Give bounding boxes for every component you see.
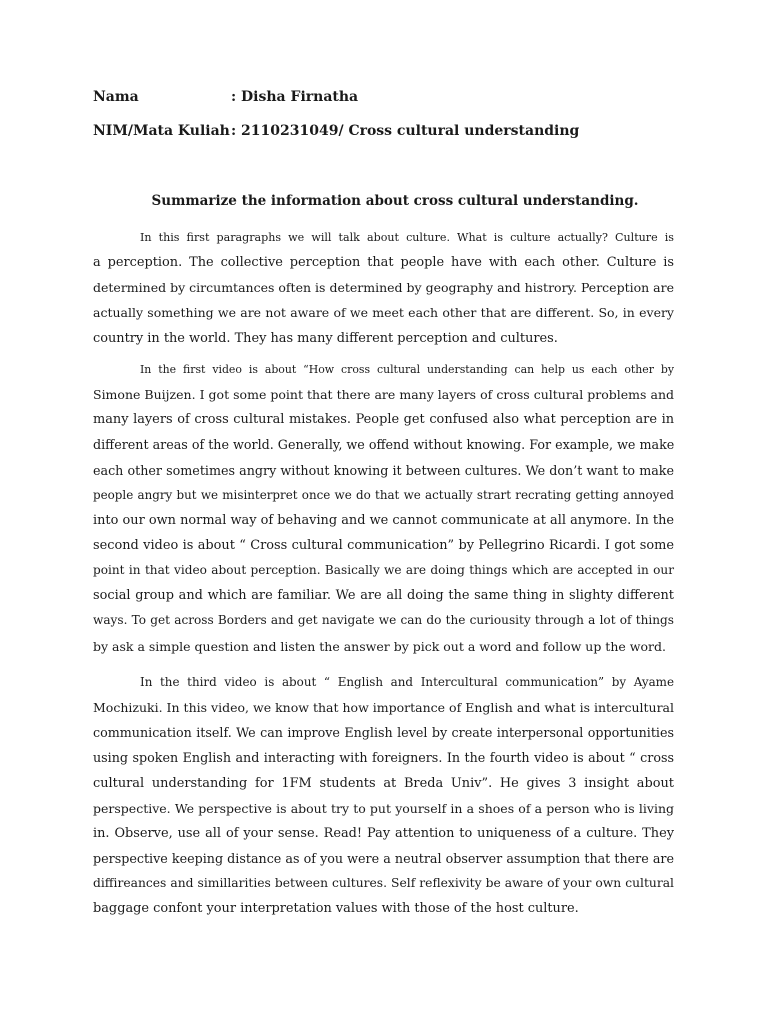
paragraph-line: different areas of the world. Generally, we offend without knowing. For example, we make: [93, 437, 675, 453]
paragraph-line: people angry but we misinterpret once we do that we actually strart recrating getting annoyed: [93, 487, 674, 502]
paragraph-line: country in the world. They has many different perception and cultures.: [93, 330, 558, 346]
paragraph-line: by ask a simple question and listen the answer by pick out a word and follow up the word.: [93, 638, 666, 654]
paragraph-line: actually something we are not aware of we meet each other that are different. So, in every: [93, 305, 674, 321]
paragraph-line: cultural understanding for 1FM students at Breda Univ”. He gives 3 insight about: [93, 775, 674, 791]
paragraph-line: perspective. We perspective is about try to put yourself in a shoes of a person who is living: [93, 800, 674, 816]
paragraph-line: point in that video about perception. Basically we are doing things which are accepted in our: [93, 563, 674, 578]
paragraph-line: into our own normal way of behaving and we cannot communicate at all anymore. In the: [93, 512, 674, 528]
paragraph-line: Mochizuki. In this video, we know that how importance of English and what is intercultural: [93, 700, 674, 716]
paragraph-line: in. Observe, use all of your sense. Read! Pay attention to uniqueness of a culture. They: [93, 825, 674, 841]
paragraph-line: In this first paragraphs we will talk about culture. What is culture actually? Culture is: [140, 231, 674, 244]
paragraph-line: Simone Buijzen. I got some point that there are many layers of cross cultural problems and: [93, 387, 674, 403]
name-row: [93, 88, 358, 106]
paragraph-line: social group and which are familiar. We are all doing the same thing in slighty different: [93, 588, 674, 604]
paragraph-line: ways. To get across Borders and get navigate we can do the curiousity through a lot of things: [93, 613, 674, 628]
paragraph-culture: [93, 225, 674, 351]
paragraph-line: In the first video is about “How cross cultural understanding can help us each other by: [140, 363, 674, 376]
document-title: Summarize the information about cross cultural understanding.: [151, 193, 639, 209]
nim-course-row: [93, 122, 579, 140]
name-value: : Disha Firnatha: [231, 89, 359, 105]
paragraph-line: diffireances and simillarities between cultures. Self reflexivity be aware of your own cultural: [93, 876, 674, 891]
paragraph-third-fourth-video: [93, 670, 674, 921]
paragraph-line: determined by circumtances often is determined by geography and histrory. Perception are: [93, 280, 674, 296]
paragraph-line: perspective keeping distance as of you were a neutral observer assumption that there are: [93, 850, 674, 866]
nim-course-label: NIM/Mata Kuliah: [93, 123, 230, 139]
paragraph-line: In the third video is about “ English and Intercultural communication” by Ayame: [140, 675, 674, 689]
paragraph-first-second-video: [93, 357, 674, 659]
paragraph-line: each other sometimes angry without knowing it between cultures. We don’t want to make: [93, 462, 674, 478]
name-label: Nama: [93, 89, 139, 105]
paragraph-line: a perception. The collective perception that people have with each other. Culture is: [93, 255, 674, 271]
nim-course-value: : 2110231049/ Cross cultural understanding: [231, 123, 580, 139]
paragraph-line: baggage confont your interpretation values with those of the host culture.: [93, 901, 579, 917]
paragraph-line: using spoken English and interacting with foreigners. In the fourth video is about “ cross: [93, 750, 674, 766]
paragraph-line: communication itself. We can improve English level by create interpersonal opportunities: [93, 725, 674, 741]
paragraph-line: second video is about “ Cross cultural communication” by Pellegrino Ricardi. I got some: [93, 537, 674, 553]
paragraph-line: many layers of cross cultural mistakes. People get confused also what perception are in: [93, 412, 674, 428]
